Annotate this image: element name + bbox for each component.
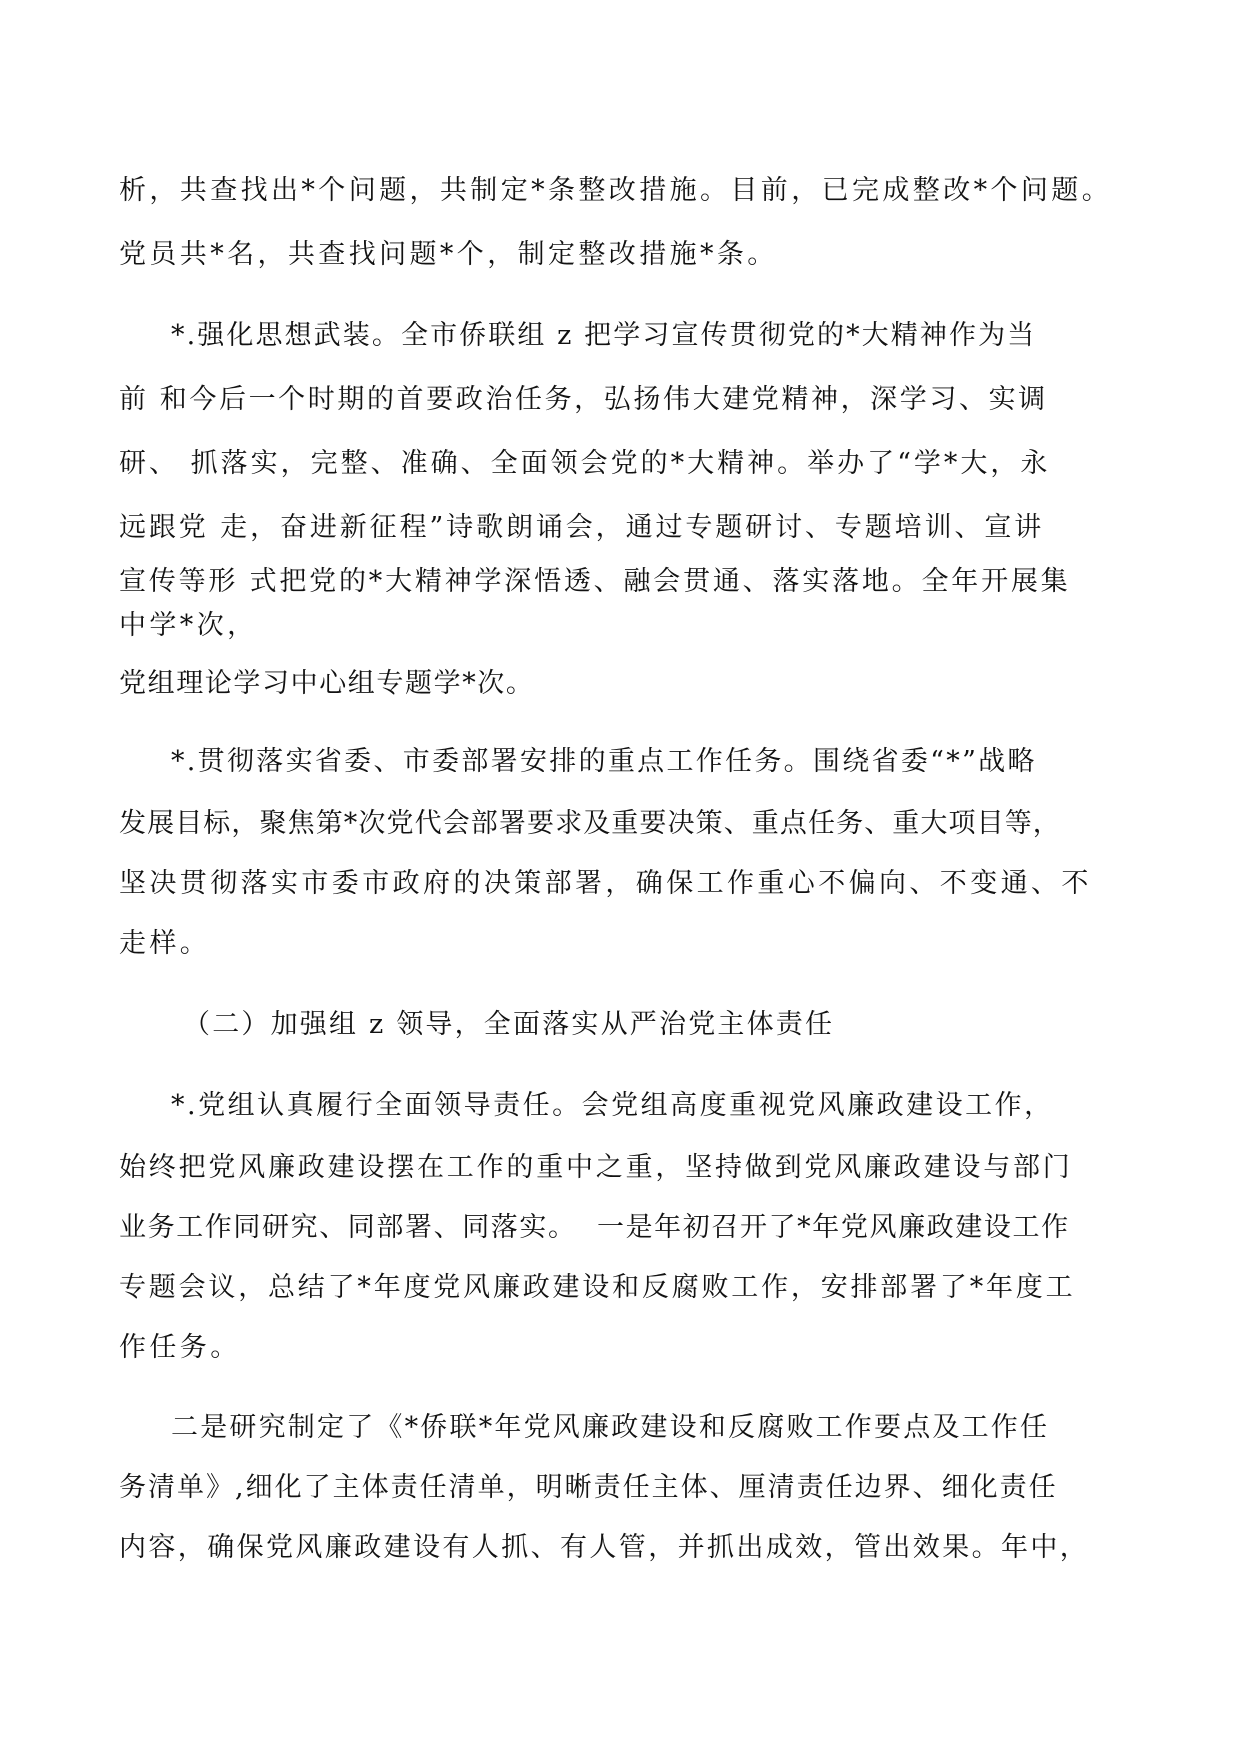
text-line: 析，共查找出*个问题，共制定*条整改措施。目前，已完成整改*个问题。 (119, 175, 1113, 206)
text-line: 党组理论学习中心组专题学*次。 (119, 668, 535, 699)
section-heading: （二）加强组 z 领导，全面落实从严治党主体责任 (183, 1009, 835, 1040)
text-line: 远跟党 走，奋进新征程”诗歌朗诵会，通过专题研讨、专题培训、宣讲 (119, 512, 1045, 543)
text-line: 专题会议，总结了*年度党风廉政建设和反腐败工作，安排部署了*年度工 (119, 1272, 1076, 1303)
text-line: *.强化思想武装。全市侨联组 z 把学习宣传贯彻党的*大精神作为当 (171, 320, 1037, 351)
text-line: 走样。 (119, 928, 211, 959)
text-line: *.贯彻落实省委、市委部署安排的重点工作任务。围绕省委“*”战略 (171, 746, 1037, 777)
text-line: 坚决贯彻落实市委市政府的决策部署，确保工作重心不偏向、不变通、不 (119, 868, 1092, 899)
text-line: 发展目标，聚焦第*次党代会部署要求及重要决策、重点任务、重大项目等， (119, 808, 1061, 839)
text-line: 作任务。 (119, 1332, 241, 1363)
text-line: 宣传等形 式把党的*大精神学深悟透、融会贯通、落实落地。全年开展集 (119, 566, 1071, 597)
text-line: 始终把党风廉政建设摆在工作的重中之重，坚持做到党风廉政建设与部门 (119, 1152, 1073, 1183)
text-line: 前 和今后一个时期的首要政治任务，弘扬伟大建党精神，深学习、实调 (119, 384, 1048, 415)
text-line: 二是研究制定了《*侨联*年党风廉政建设和反腐败工作要点及工作任 (171, 1412, 1050, 1443)
text-line: 党员共*名，共查找问题*个，制定整改措施*条。 (119, 239, 778, 270)
text-line: 内容，确保党风廉政建设有人抓、有人管，并抓出成效，管出效果。年中， (119, 1532, 1090, 1563)
text-line: 务清单》,细化了主体责任清单，明晰责任主体、厘清责任边界、细化责任 (119, 1472, 1058, 1503)
text-line: 研、 抓落实，完整、准确、全面领会党的*大精神。举办了“学*大，永 (119, 448, 1051, 479)
text-line: 中学*次， (119, 610, 258, 641)
text-line: 业务工作同研究、同部署、同落实。 一是年初召开了*年党风廉政建设工作 (119, 1212, 1070, 1243)
text-line: *.党组认真履行全面领导责任。会党组高度重视党风廉政建设工作， (171, 1090, 1054, 1121)
